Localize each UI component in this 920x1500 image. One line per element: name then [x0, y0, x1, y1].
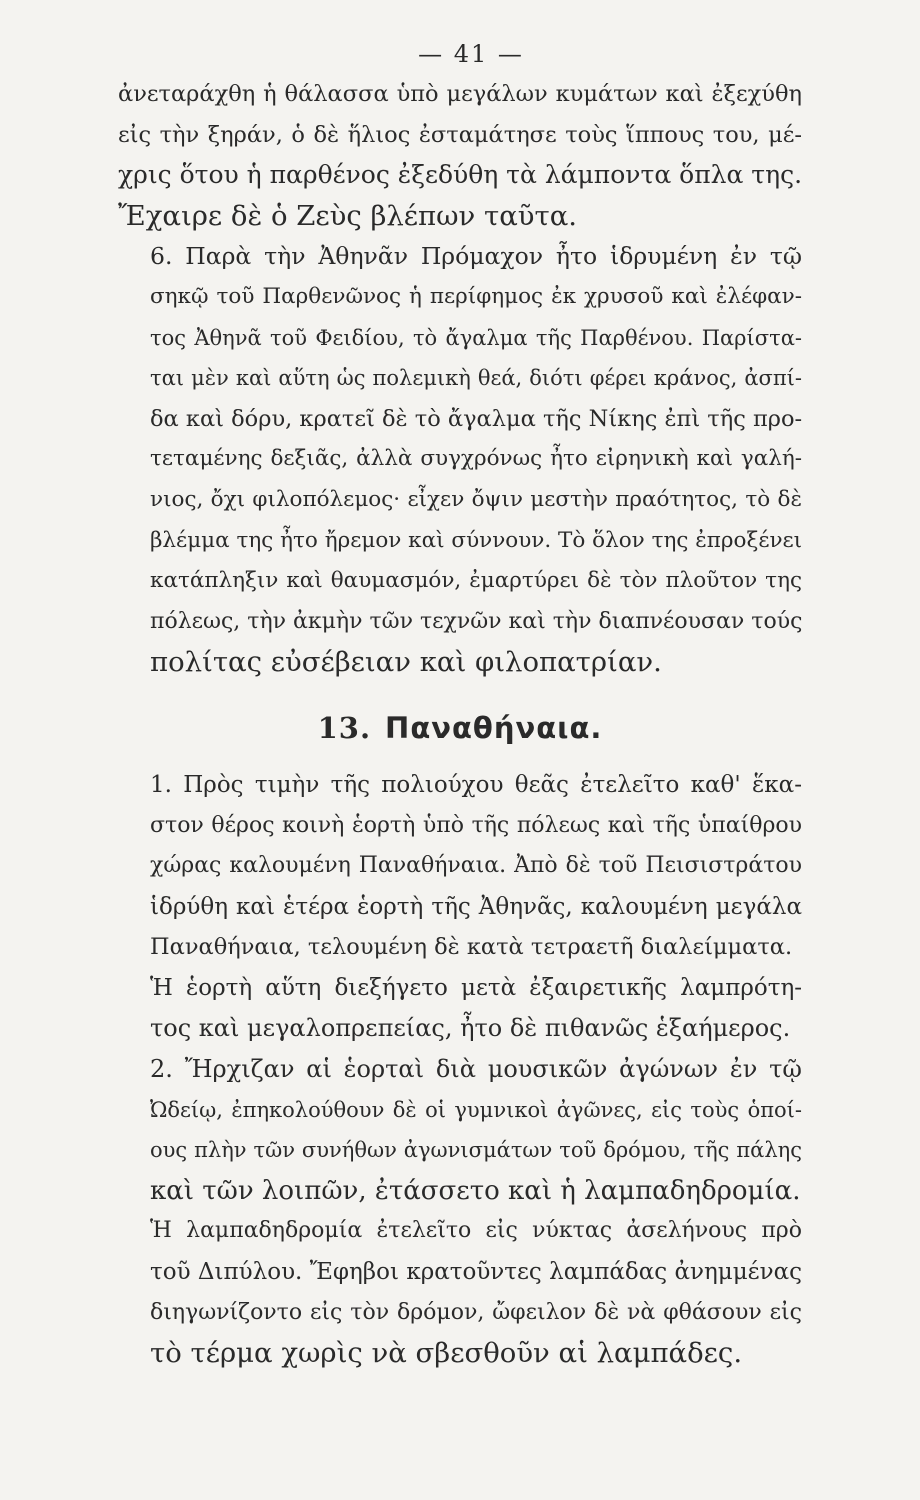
text-line: Ἡ ἑορτὴ αὕτη διεξήγετο μετὰ ἐξαιρετικῆς λαμπρότη-: [150, 974, 802, 1001]
text-line: 1. Πρὸς τιμὴν τῆς πολιούχου θεᾶς ἐτελεῖτο καθ' ἕκα-: [150, 771, 802, 798]
text-line: Ἡ λαμπαδηδρομία ἐτελεῖτο εἰς νύκτας ἀσελήνους πρὸ: [150, 1218, 802, 1244]
paragraph-2: [118, 1049, 802, 1211]
text-line: Παναθήναια, τελουμένη δὲ κατὰ τετραετῆ διαλείμματα.: [150, 934, 793, 961]
text-line: δα καὶ δόρυ, κρατεῖ δὲ τὸ ἄγαλμα τῆς Νίκης ἐπὶ τῆς προ-: [150, 405, 803, 432]
text-line: εἰς τὴν ξηράν, ὁ δὲ ἥλιος ἐσταμάτησε τοὺς ἵππους του, μέ-: [118, 121, 802, 148]
text-line: στον θέρος κοινὴ ἑορτὴ ὑπὸ τῆς πόλεως καὶ τῆς ὑπαίθρου: [150, 812, 802, 838]
text-line: βλέμμα της ἦτο ἤρεμον καὶ σύννουν. Τὸ ὅλον της ἐπροξένει: [150, 527, 803, 553]
text-line: καὶ τῶν λοιπῶν, ἐτάσσετο καὶ ἡ λαμπαδηδρομία.: [150, 1175, 801, 1206]
paragraph-continuation: [118, 74, 802, 236]
text-line: τὸ τέρμα χωρὶς νὰ σβεσθοῦν αἱ λαμπάδες.: [150, 1337, 743, 1370]
text-line: Ἔχαιρε δὲ ὁ Ζεὺς βλέπων ταῦτα.: [118, 199, 578, 232]
text-line: πολίτας εὐσέβειαν καὶ φιλοπατρίαν.: [150, 646, 662, 679]
text-line: Ὠδείῳ, ἐπηκολούθουν δὲ οἱ γυμνικοὶ ἀγῶνες, εἰς τοὺς ὁποί-: [150, 1097, 802, 1122]
text-line: ους πλὴν τῶν συνήθων ἀγωνισμάτων τοῦ δρόμου, τῆς πάλης: [150, 1138, 802, 1163]
section-heading: [118, 711, 802, 745]
text-line: πόλεως, τὴν ἀκμὴν τῶν τεχνῶν καὶ τὴν διαπνέουσαν τούς: [150, 608, 803, 634]
text-line: τος καὶ μεγαλοπρεπείας, ἦτο δὲ πιθανῶς ἑξαήμερος.: [150, 1014, 791, 1043]
text-line: τεταμένης δεξιᾶς, ἀλλὰ συγχρόνως ἦτο εἰρηνικὴ καὶ γαλή-: [150, 446, 802, 472]
paragraph-6: [118, 236, 802, 683]
text-line: τος Ἀθηνᾶ τοῦ Φειδίου, τὸ ἄγαλμα τῆς Παρθένου. Παρίστα-: [150, 325, 802, 350]
text-line: νιος, ὄχι φιλοπόλεμος· εἶχεν ὄψιν μεστὴν πραότητος, τὸ δὲ: [150, 486, 802, 512]
page-number: — 41 —: [418, 40, 524, 68]
section-title: Παναθήναια.: [385, 710, 603, 745]
text-line: χρις ὅτου ἡ παρθένος ἐξεδύθη τὰ λάμποντα ὅπλα της.: [118, 160, 803, 190]
paragraph-1: [118, 765, 802, 968]
text-line: σηκῷ τοῦ Παρθενῶνος ἡ περίφημος ἐκ χρυσοῦ καὶ ἐλέφαν-: [150, 283, 802, 309]
paragraph-torch-race: [118, 1211, 802, 1373]
text-line: διηγωνίζοντο εἰς τὸν δρόμον, ὤφειλον δὲ νὰ φθάσουν εἰς: [150, 1299, 802, 1325]
text-line: τοῦ Διπύλου. Ἔφηβοι κρατοῦντες λαμπάδας ἀνημμένας: [150, 1259, 802, 1286]
text-line: 6. Παρὰ τὴν Ἀθηνᾶν Πρόμαχον ἦτο ἱδρυμένη ἐν τῷ: [150, 242, 802, 271]
text-line: 2. Ἤρχιζαν αἱ ἑορταὶ διὰ μουσικῶν ἀγώνων ἐν τῷ: [150, 1055, 802, 1084]
paragraph-festival: [118, 968, 802, 1049]
section-number: 13.: [317, 710, 372, 745]
text-line: ἀνεταράχθη ἡ θάλασσα ὑπὸ μεγάλων κυμάτων καὶ ἐξεχύθη: [118, 81, 802, 107]
text-line: ται μὲν καὶ αὕτη ὡς πολεμικὴ θεά, διότι φέρει κράνος, ἀσπί-: [150, 366, 802, 391]
text-line: χώρας καλουμένη Παναθήναια. Ἀπὸ δὲ τοῦ Πεισιστράτου: [150, 853, 802, 879]
text-line: ἱδρύθη καὶ ἑτέρα ἑορτὴ τῆς Ἀθηνᾶς, καλουμένη μεγάλα: [150, 893, 802, 920]
text-line: κατάπληξιν καὶ θαυμασμόν, ἐμαρτύρει δὲ τὸν πλοῦτον της: [150, 568, 802, 594]
